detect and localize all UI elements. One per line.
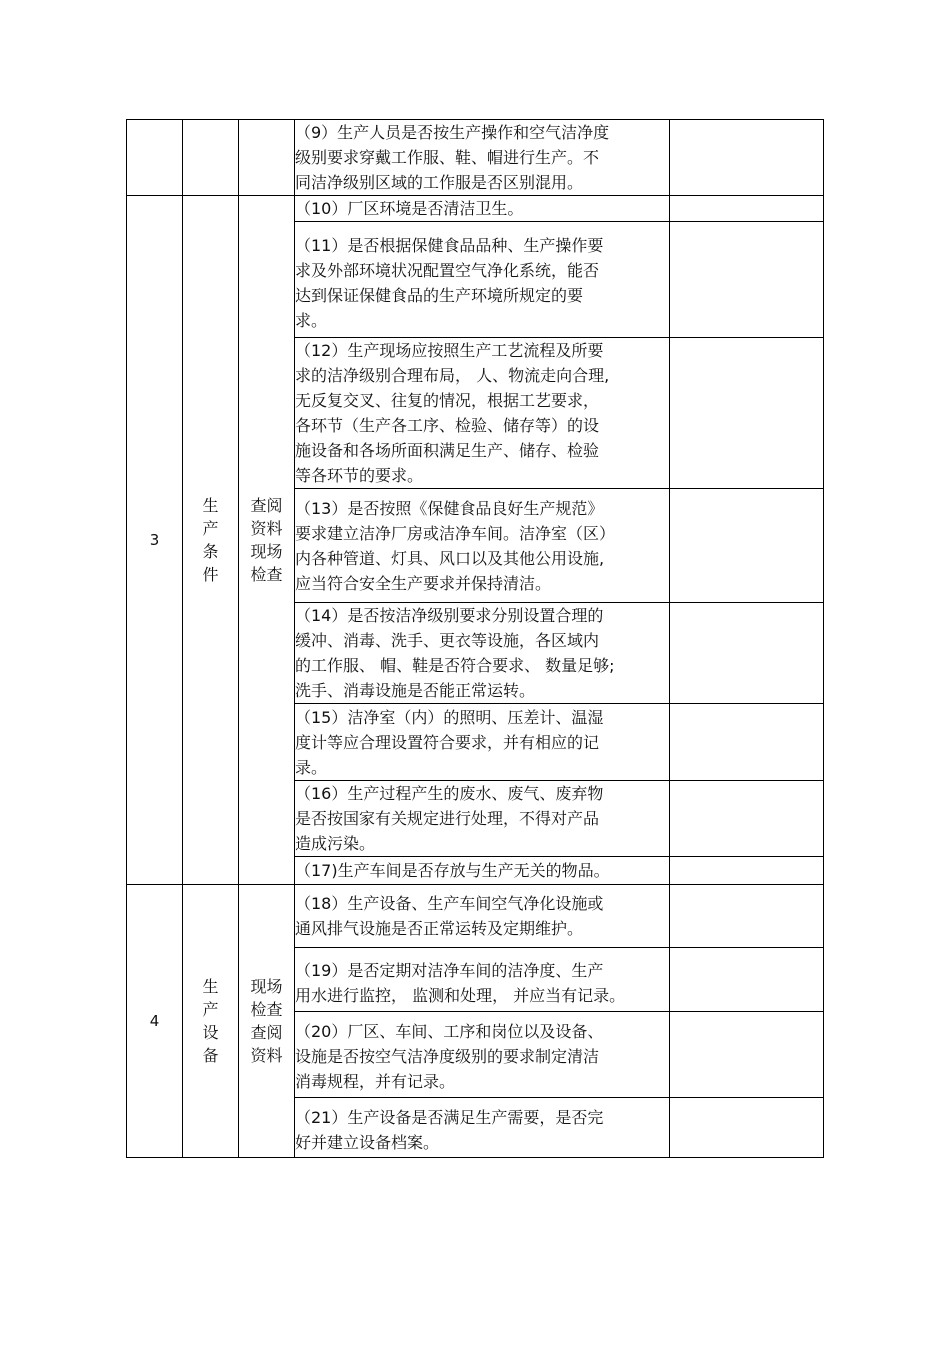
number-cell-empty xyxy=(127,120,183,196)
result-cell[interactable] xyxy=(670,196,824,222)
result-cell[interactable] xyxy=(670,704,824,781)
item-cell xyxy=(295,120,670,196)
item-text: （15）洁净室（内）的照明、压差计、温湿 度计等应合理设置符合要求，并有相应的记 录。 xyxy=(295,707,604,777)
result-cell[interactable] xyxy=(670,603,824,704)
category-char: 生 xyxy=(202,977,219,996)
item-text: （10）厂区环境是否清洁卫生。 xyxy=(295,199,524,218)
item-text: （12）生产现场应按照生产工艺流程及所要 求的洁净级别合理布局， 人、物流走向合理, 无反复交叉、往复的情况，根据工艺要求， 各环节（生产各工序、检验、储存等）的设 施设备和各场所面积满足生产、储存、检验 等各环节的要求。 xyxy=(295,341,610,485)
method-label xyxy=(250,494,282,586)
section-number: 4 xyxy=(149,1012,160,1030)
category-cell xyxy=(183,196,239,885)
category-char: 设 xyxy=(202,1023,219,1042)
category-cell-empty xyxy=(183,120,239,196)
method-line: 现场 xyxy=(250,542,283,561)
item-text: （19）是否定期对洁净车间的洁净度、生产 用水进行监控， 监测和处理， 并应当有记录。 xyxy=(295,960,626,1005)
result-cell[interactable] xyxy=(670,948,824,1012)
item-cell xyxy=(295,603,670,704)
result-cell[interactable] xyxy=(670,781,824,857)
section-number: 3 xyxy=(149,531,160,549)
item-cell xyxy=(295,948,670,1012)
result-cell[interactable] xyxy=(670,338,824,489)
item-text: （18）生产设备、生产车间空气净化设施或 通风排气设施是否正常运转及定期维护。 xyxy=(295,894,604,938)
method-cell xyxy=(239,885,295,1158)
item-cell xyxy=(295,885,670,948)
method-line: 现场 xyxy=(250,977,283,996)
item-text: （20）厂区、车间、工序和岗位以及设备、 设施是否按空气洁净度级别的要求制定清洁 消毒规程，并有记录。 xyxy=(295,1022,604,1091)
category-char: 产 xyxy=(202,1000,219,1019)
item-text: （9）生产人员是否按生产操作和空气洁净度 级别要求穿戴工作服、鞋、帽进行生产。不 同洁净级别区域的工作服是否区别混用。 xyxy=(295,123,610,192)
method-cell xyxy=(239,196,295,885)
method-line: 资料 xyxy=(250,1046,283,1065)
item-cell xyxy=(295,222,670,338)
result-cell[interactable] xyxy=(670,885,824,948)
item-cell xyxy=(295,196,670,222)
item-cell xyxy=(295,857,670,885)
method-line: 资料 xyxy=(250,519,283,538)
table-row xyxy=(127,120,824,196)
method-line: 查阅 xyxy=(250,496,283,515)
category-char: 备 xyxy=(202,1046,219,1065)
inspection-table xyxy=(126,119,824,1158)
category-cell xyxy=(183,885,239,1158)
category-char: 生 xyxy=(202,496,219,515)
item-cell xyxy=(295,338,670,489)
item-cell xyxy=(295,489,670,603)
item-cell xyxy=(295,781,670,857)
item-text: （16）生产过程产生的废水、废气、废弃物 是否按国家有关规定进行处理，不得对产品 造成污染。 xyxy=(295,784,604,853)
item-text: （21）生产设备是否满足生产需要，是否完 好并建立设备档案。 xyxy=(295,1107,604,1152)
method-line: 检查 xyxy=(250,565,283,584)
item-text: （13）是否按照《保健食品良好生产规范》 要求建立洁净厂房或洁净车间。洁净室（区） 内各种管道、灯具、风口以及其他公用设施, 应当符合安全生产要求并保持清洁。 xyxy=(295,498,616,593)
method-cell-empty xyxy=(239,120,295,196)
item-text: （14）是否按洁净级别要求分别设置合理的 缓冲、消毒、洗手、更衣等设施，各区域内 的工作服、 帽、鞋是否符合要求、 数量足够; 洗手、消毒设施是否能正常运转。 xyxy=(295,606,615,700)
category-char: 产 xyxy=(202,519,219,538)
category-char: 件 xyxy=(202,565,219,584)
table-row xyxy=(127,885,824,948)
table-row xyxy=(127,196,824,222)
result-cell[interactable] xyxy=(670,222,824,338)
section-number-cell xyxy=(127,196,183,885)
item-cell xyxy=(295,1098,670,1158)
item-text: （11）是否根据保健食品品种、生产操作要 求及外部环境状况配置空气净化系统，能否 达到保证保健食品的生产环境所规定的要 求。 xyxy=(295,235,604,330)
result-cell[interactable] xyxy=(670,857,824,885)
item-text: （17)生产车间是否存放与生产无关的物品。 xyxy=(295,861,610,880)
result-cell[interactable] xyxy=(670,1098,824,1158)
item-cell xyxy=(295,704,670,781)
result-cell[interactable] xyxy=(670,120,824,196)
result-cell[interactable] xyxy=(670,489,824,603)
section-number-cell xyxy=(127,885,183,1158)
category-label xyxy=(202,975,218,1067)
category-label xyxy=(202,494,218,586)
method-line: 查阅 xyxy=(250,1023,283,1042)
method-line: 检查 xyxy=(250,1000,283,1019)
result-cell[interactable] xyxy=(670,1012,824,1098)
item-cell xyxy=(295,1012,670,1098)
category-char: 条 xyxy=(202,542,219,561)
method-label xyxy=(250,975,282,1067)
